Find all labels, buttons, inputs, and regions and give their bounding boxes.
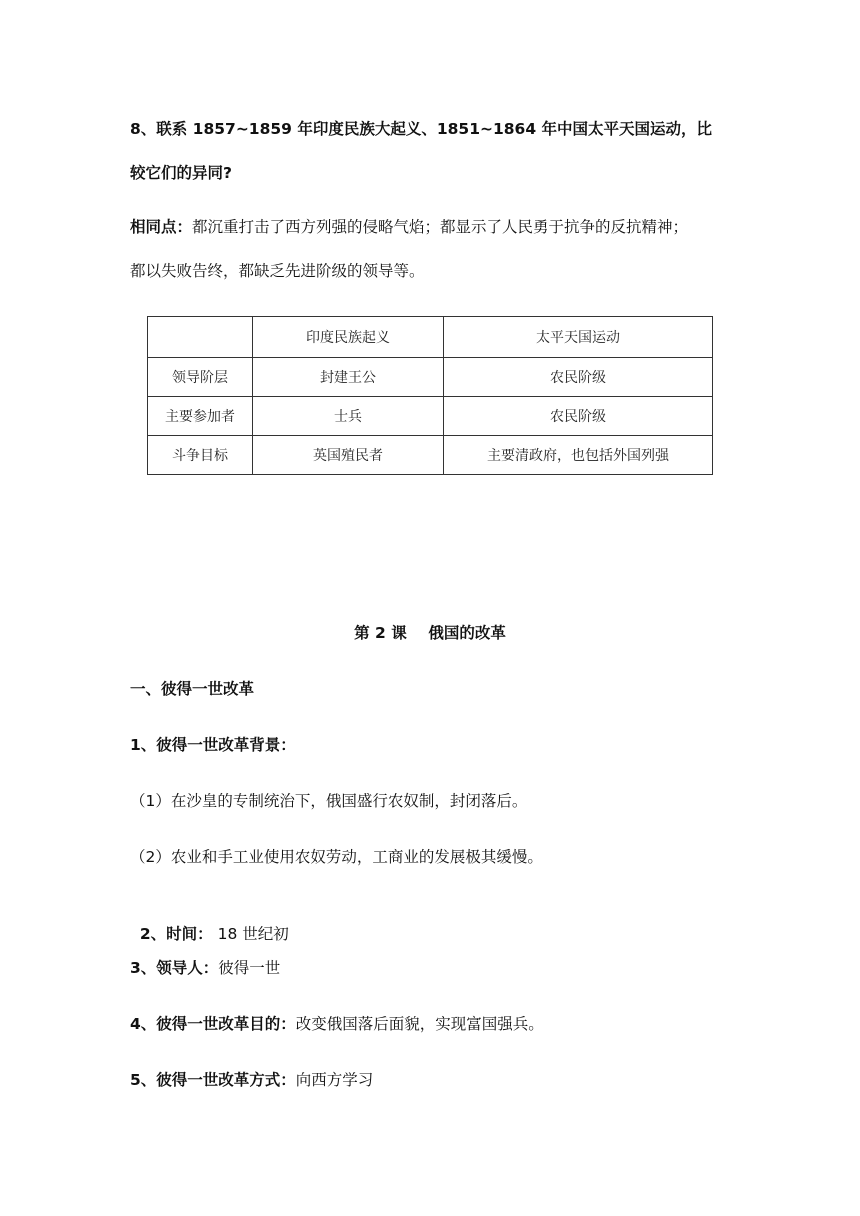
item-3-value: 彼得一世: [218, 959, 281, 977]
item-2: [130, 901, 289, 945]
table-header-row: [148, 317, 713, 358]
table-header-cell: 太平天国运动: [444, 317, 713, 358]
table-cell: 主要清政府，也包括外国列强: [444, 436, 713, 475]
similarities-line2: 都以失败告终，都缺乏先进阶级的领导等。: [130, 262, 425, 280]
item-3: [130, 957, 280, 979]
item-2-label: 2、时间：: [139, 925, 213, 943]
table-cell: 农民阶级: [444, 358, 713, 397]
question-8-heading-line1: 8、联系 1857~1859 年印度民族大起义、1851~1864 年中国太平天国运动，比: [130, 120, 713, 138]
item-1-sub-1: （1）在沙皇的专制统治下，俄国盛行农奴制，封闭落后。: [130, 792, 528, 810]
section-heading: 一、彼得一世改革: [130, 680, 255, 698]
table-row: [148, 436, 713, 475]
table-cell: 领导阶层: [148, 358, 253, 397]
comparison-table: [147, 316, 713, 475]
item-4-label: 4、彼得一世改革目的：: [130, 1015, 296, 1033]
table-row: [148, 397, 713, 436]
item-4-value: 改变俄国落后面貌，实现富国强兵。: [295, 1015, 544, 1033]
item-5-value: 向西方学习: [295, 1071, 374, 1089]
question-8-heading-line2: 较它们的异同?: [130, 164, 232, 182]
table-header-cell: [148, 317, 253, 358]
table-cell: 英国殖民者: [253, 436, 444, 475]
table-cell: 封建王公: [253, 358, 444, 397]
similarities-line1: [130, 216, 688, 238]
item-1-label: 1、彼得一世改革背景：: [130, 736, 296, 754]
table-cell: 主要参加者: [148, 397, 253, 436]
item-5-label: 5、彼得一世改革方式：: [130, 1071, 296, 1089]
similarities-text: 都沉重打击了西方列强的侵略气焰；都显示了人民勇于抗争的反抗精神；: [192, 218, 689, 236]
table-row: [148, 358, 713, 397]
item-4: [130, 1013, 544, 1035]
table-header-cell: 印度民族起义: [253, 317, 444, 358]
item-2-value: 18 世纪初: [212, 925, 289, 943]
table-cell: 斗争目标: [148, 436, 253, 475]
item-5: [130, 1069, 373, 1091]
lesson-title: 第 2 课 俄国的改革: [354, 624, 506, 642]
similarities-label: 相同点：: [130, 218, 193, 236]
table-cell: 农民阶级: [444, 397, 713, 436]
item-1-sub-2: （2）农业和手工业使用农奴劳动，工商业的发展极其缓慢。: [130, 848, 543, 866]
item-3-label: 3、领导人：: [130, 959, 219, 977]
table-cell: 士兵: [253, 397, 444, 436]
